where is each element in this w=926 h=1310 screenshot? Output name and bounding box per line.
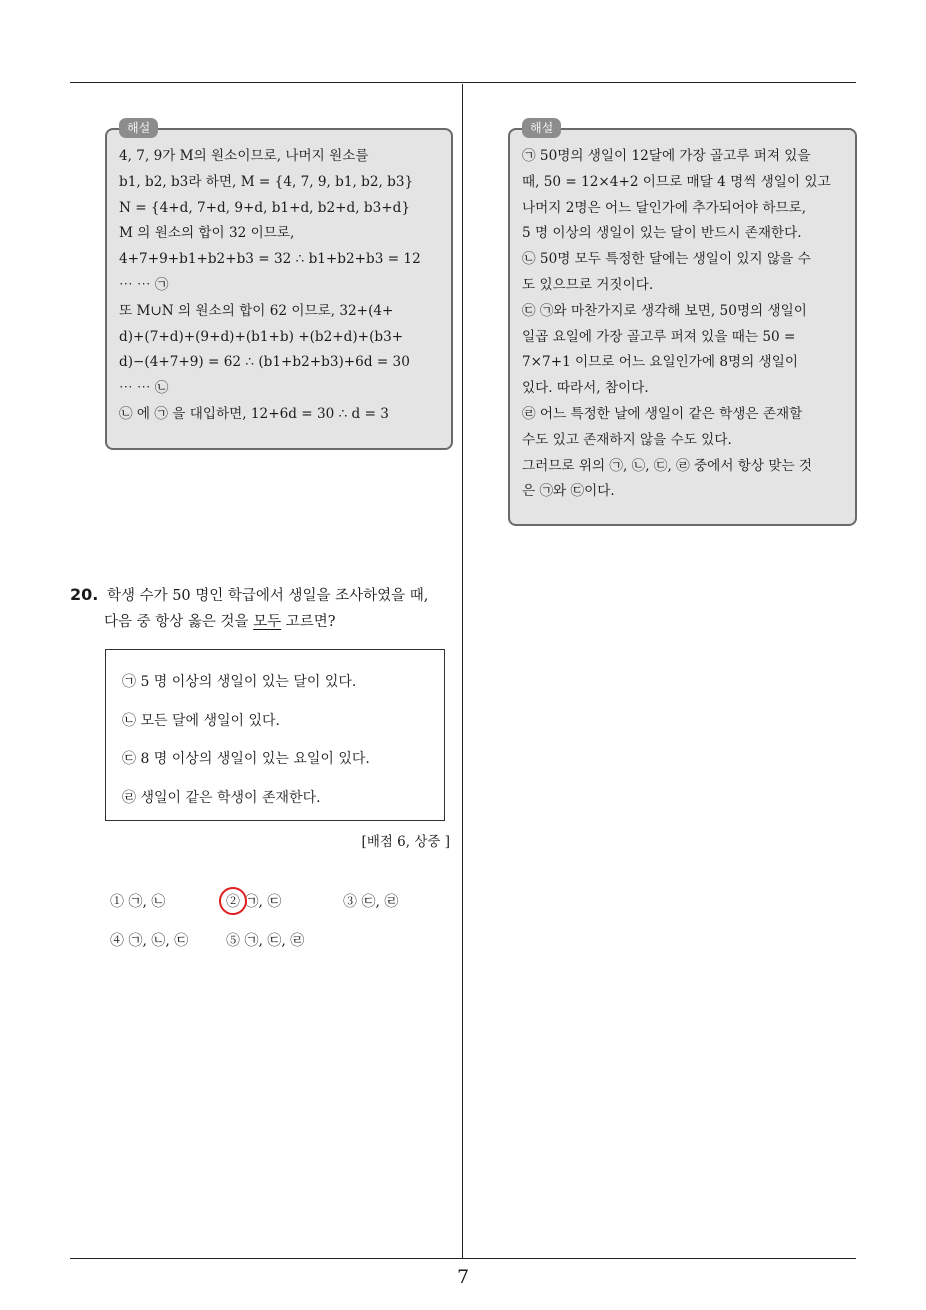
solution-line: 도 있으므로 거짓이다. (522, 276, 654, 293)
statement-item: ㉡ 모든 달에 생일이 있다. (122, 712, 280, 729)
bottom-rule (70, 1258, 856, 1259)
solution-line: M 의 원소의 합이 32 이므로, (119, 225, 295, 242)
page-number: 7 (456, 1266, 470, 1288)
solution-line: ㉡ 50명 모두 특정한 달에는 생일이 있지 않을 수 (522, 251, 811, 268)
solution-line: 나머지 2명은 어느 달인가에 추가되어야 하므로, (522, 199, 807, 216)
solution-line: N = {4+d, 7+d, 9+d, b1+d, b2+d, b3+d} (119, 199, 410, 216)
statement-item: ㉠ 5 명 이상의 생일이 있는 달이 있다. (122, 674, 357, 690)
solution-line: 은 ㉠와 ㉢이다. (522, 483, 615, 500)
right-solution-box (508, 121, 857, 526)
question-number: 20. (70, 585, 99, 604)
question-text: 고르면? (281, 614, 336, 630)
solution-line: ㉣ 어느 특정한 날에 생일이 같은 학생은 존재할 (522, 405, 803, 422)
solution-line: b1, b2, b3라 하면, M = {4, 7, 9, b1, b2, b3} (119, 173, 414, 190)
solution-tag: 해설 (119, 118, 158, 138)
left-solution-box (105, 121, 453, 450)
solution-line: 일곱 요일에 가장 골고루 퍼져 있을 때는 50 = (522, 328, 796, 345)
solution-line: 때, 50 = 12×4+2 이므로 매달 4 명씩 생일이 있고 (522, 173, 831, 190)
question-text: 학생 수가 50 명인 학급에서 생일을 조사하였을 때, (106, 588, 429, 604)
solution-tag: 해설 (522, 118, 561, 138)
answer-circle-mark (216, 884, 249, 917)
solution-line: ㉠ 50명의 생일이 12달에 가장 골고루 퍼져 있을 (522, 148, 811, 164)
solution-line: ㉡ 에 ㉠ 을 대입하면, 12+6d = 30 ∴ d = 3 (119, 405, 389, 422)
question-line-2 (70, 609, 460, 635)
solution-line: 4, 7, 9가 M의 원소이므로, 나머지 원소를 (119, 148, 369, 164)
statement-item: ㉣ 생일이 같은 학생이 존재한다. (122, 789, 321, 806)
solution-line: d)−(4+7+9) = 62 ∴ (b1+b2+b3)+6d = 30 (119, 354, 410, 371)
solution-line: ㉢ ㉠와 마찬가지로 생각해 보면, 50명의 생일이 (522, 302, 807, 319)
solution-line: ⋯ ⋯ ㉠ (119, 276, 169, 293)
solution-line: 수도 있고 존재하지 않을 수도 있다. (522, 431, 732, 448)
solution-line: d)+(7+d)+(9+d)+(b1+b) +(b2+d)+(b3+ (119, 328, 404, 345)
question-text: 다음 중 항상 옳은 것을 (104, 614, 254, 630)
column-divider (462, 84, 463, 1259)
solution-line: ⋯ ⋯ ㉡ (119, 380, 169, 397)
choice-1[interactable]: ① ㉠, ㉡ (110, 894, 166, 910)
solution-line: 4+7+9+b1+b2+b3 = 32 ∴ b1+b2+b3 = 12 (119, 251, 421, 268)
choice-2[interactable]: ② ㉠, ㉢ (226, 894, 282, 910)
choice-4[interactable]: ④ ㉠, ㉡, ㉢ (110, 933, 189, 949)
statement-item: ㉢ 8 명 이상의 생일이 있는 요일이 있다. (122, 751, 370, 767)
question-20 (70, 582, 460, 635)
solution-line: 5 명 이상의 생일이 있는 달이 반드시 존재한다. (522, 225, 802, 242)
solution-line: 있다. 따라서, 참이다. (522, 380, 649, 397)
choice-3[interactable]: ③ ㉢, ㉣ (343, 894, 399, 910)
statements-box (105, 649, 445, 821)
choice-5[interactable]: ⑤ ㉠, ㉢, ㉣ (226, 933, 305, 949)
top-rule (70, 82, 856, 83)
solution-line: 그러므로 위의 ㉠, ㉡, ㉢, ㉣ 중에서 항상 맞는 것 (522, 457, 813, 474)
solution-line: 7×7+1 이므로 어느 요일인가에 8명의 생일이 (522, 354, 798, 371)
solution-line: 또 M∪N 의 원소의 합이 62 이므로, 32+(4+ (119, 302, 394, 319)
score-label: [배점 6, 상중 ] (361, 834, 450, 850)
question-line-1 (70, 582, 460, 609)
emphasis-underlined: 모두 (253, 614, 282, 630)
